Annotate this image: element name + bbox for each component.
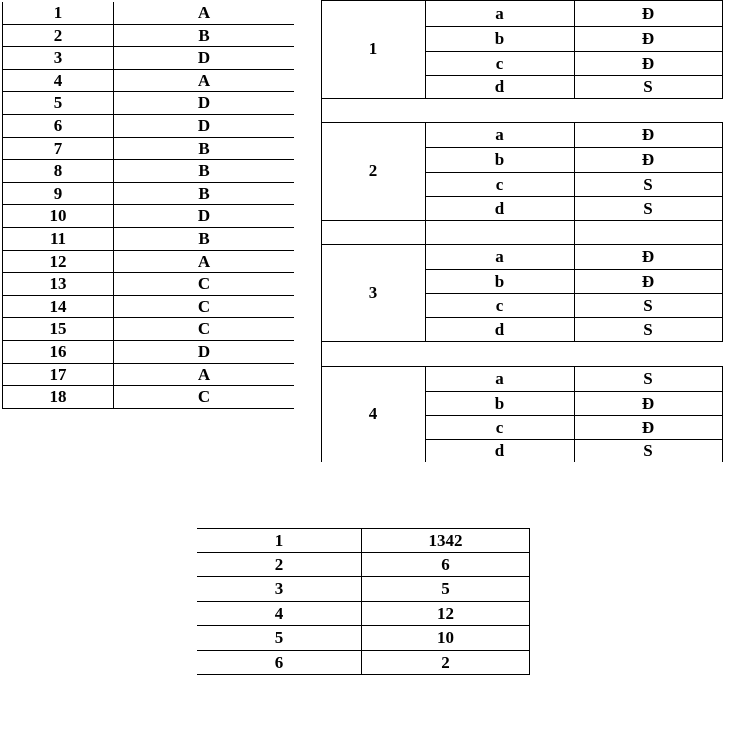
tf-item-value: S — [643, 296, 653, 315]
answer: 2 — [362, 651, 530, 675]
table-border — [321, 98, 723, 99]
tf-item-key: c — [495, 54, 504, 73]
tf-item-key: b — [494, 394, 505, 413]
answer: D — [197, 341, 211, 361]
tf-item-key: b — [494, 29, 505, 48]
table-row — [2, 115, 294, 138]
question-number: 13 — [2, 273, 114, 295]
table-row — [2, 47, 294, 70]
answer: A — [197, 3, 211, 22]
tf-item-key: a — [495, 369, 504, 388]
table-row — [197, 602, 530, 627]
answer: 12 — [362, 602, 530, 626]
tf-item-value: Đ — [641, 418, 655, 437]
table-row — [197, 651, 530, 676]
tf-item-key: a — [495, 247, 504, 266]
tf-item-value: S — [643, 199, 653, 218]
tf-item-key: d — [494, 199, 505, 218]
question-number: 10 — [2, 205, 114, 227]
table-border — [722, 0, 723, 99]
tf-question-number: 4 — [368, 404, 378, 423]
tf-item-value: S — [643, 320, 653, 339]
tf-item-value: S — [643, 369, 653, 388]
question-number: 2 — [2, 25, 114, 47]
tf-item-value: Đ — [641, 54, 655, 73]
table-row — [2, 25, 294, 48]
table-row — [2, 341, 294, 364]
answer: 1342 — [362, 529, 530, 552]
table-row — [197, 553, 530, 578]
question-number: 1 — [2, 2, 114, 24]
question-number: 5 — [197, 626, 362, 650]
table-row — [2, 138, 294, 161]
table-row — [2, 364, 294, 387]
question-number: 7 — [2, 138, 114, 160]
question-number: 11 — [2, 228, 114, 250]
answer: A — [197, 251, 211, 271]
question-number: 2 — [197, 553, 362, 577]
tf-item-key: d — [494, 441, 505, 460]
question-number: 1 — [197, 529, 362, 552]
answer: B — [198, 138, 210, 158]
answer: B — [198, 183, 210, 203]
answer: B — [198, 228, 210, 248]
table-row — [2, 205, 294, 228]
answer: C — [197, 387, 211, 407]
question-number: 17 — [2, 364, 114, 386]
tf-question-number: 3 — [368, 283, 378, 302]
table-row — [2, 318, 294, 341]
answer: 6 — [362, 553, 530, 577]
tf-item-key: b — [494, 272, 505, 291]
tf-question-number: 1 — [368, 39, 378, 58]
tf-item-value: Đ — [641, 125, 655, 144]
table-row — [2, 273, 294, 296]
short-answer-table — [197, 528, 530, 675]
table-row — [197, 577, 530, 602]
question-number: 4 — [2, 70, 114, 92]
table-row — [2, 386, 294, 409]
answer: 5 — [362, 577, 530, 601]
tf-item-key: c — [495, 418, 504, 437]
question-number: 5 — [2, 92, 114, 114]
tf-item-key: b — [494, 150, 505, 169]
true-false-table — [321, 0, 723, 462]
tf-question-number: 2 — [368, 161, 378, 180]
tf-item-key: a — [495, 4, 504, 23]
answer: C — [197, 296, 211, 316]
table-row — [2, 2, 294, 25]
tf-item-key: a — [495, 125, 504, 144]
question-number: 4 — [197, 602, 362, 626]
question-number: 18 — [2, 386, 114, 408]
tf-item-value: Đ — [641, 394, 655, 413]
question-number: 6 — [2, 115, 114, 137]
answer: D — [197, 206, 211, 226]
tf-item-value: S — [643, 441, 653, 460]
answer: B — [198, 25, 210, 45]
answer: D — [197, 48, 211, 68]
question-number: 16 — [2, 341, 114, 363]
table-row — [2, 160, 294, 183]
table-row — [2, 251, 294, 274]
question-number: 14 — [2, 296, 114, 318]
table-border — [321, 341, 723, 342]
answer: A — [197, 70, 211, 90]
tf-item-value: S — [643, 77, 653, 96]
table-row — [197, 626, 530, 651]
question-number: 12 — [2, 251, 114, 273]
table-row — [2, 70, 294, 93]
tf-item-value: Đ — [641, 29, 655, 48]
question-number: 8 — [2, 160, 114, 182]
tf-item-value: Đ — [641, 272, 655, 291]
answer: C — [197, 274, 211, 294]
question-number: 3 — [197, 577, 362, 601]
question-number: 15 — [2, 318, 114, 340]
multiple-choice-table — [2, 2, 294, 409]
table-row — [2, 296, 294, 319]
tf-item-value: Đ — [641, 4, 655, 23]
table-row — [2, 92, 294, 115]
tf-item-key: c — [495, 175, 504, 194]
question-number: 3 — [2, 47, 114, 69]
table-row — [2, 183, 294, 206]
table-row — [197, 528, 530, 553]
tf-item-value: S — [643, 175, 653, 194]
tf-item-key: d — [494, 320, 505, 339]
answer: D — [197, 93, 211, 113]
tf-item-key: d — [494, 77, 505, 96]
answer: 10 — [362, 626, 530, 650]
tf-item-value: Đ — [641, 150, 655, 169]
tf-item-value: Đ — [641, 247, 655, 266]
question-number: 6 — [197, 651, 362, 675]
table-border — [722, 366, 723, 462]
answer: A — [197, 364, 211, 384]
table-border — [722, 122, 723, 342]
tf-item-key: c — [495, 296, 504, 315]
answer: D — [197, 115, 211, 135]
question-number: 9 — [2, 183, 114, 205]
table-row — [2, 228, 294, 251]
answer: C — [197, 319, 211, 339]
table-border — [321, 220, 723, 221]
answer: B — [198, 161, 210, 181]
